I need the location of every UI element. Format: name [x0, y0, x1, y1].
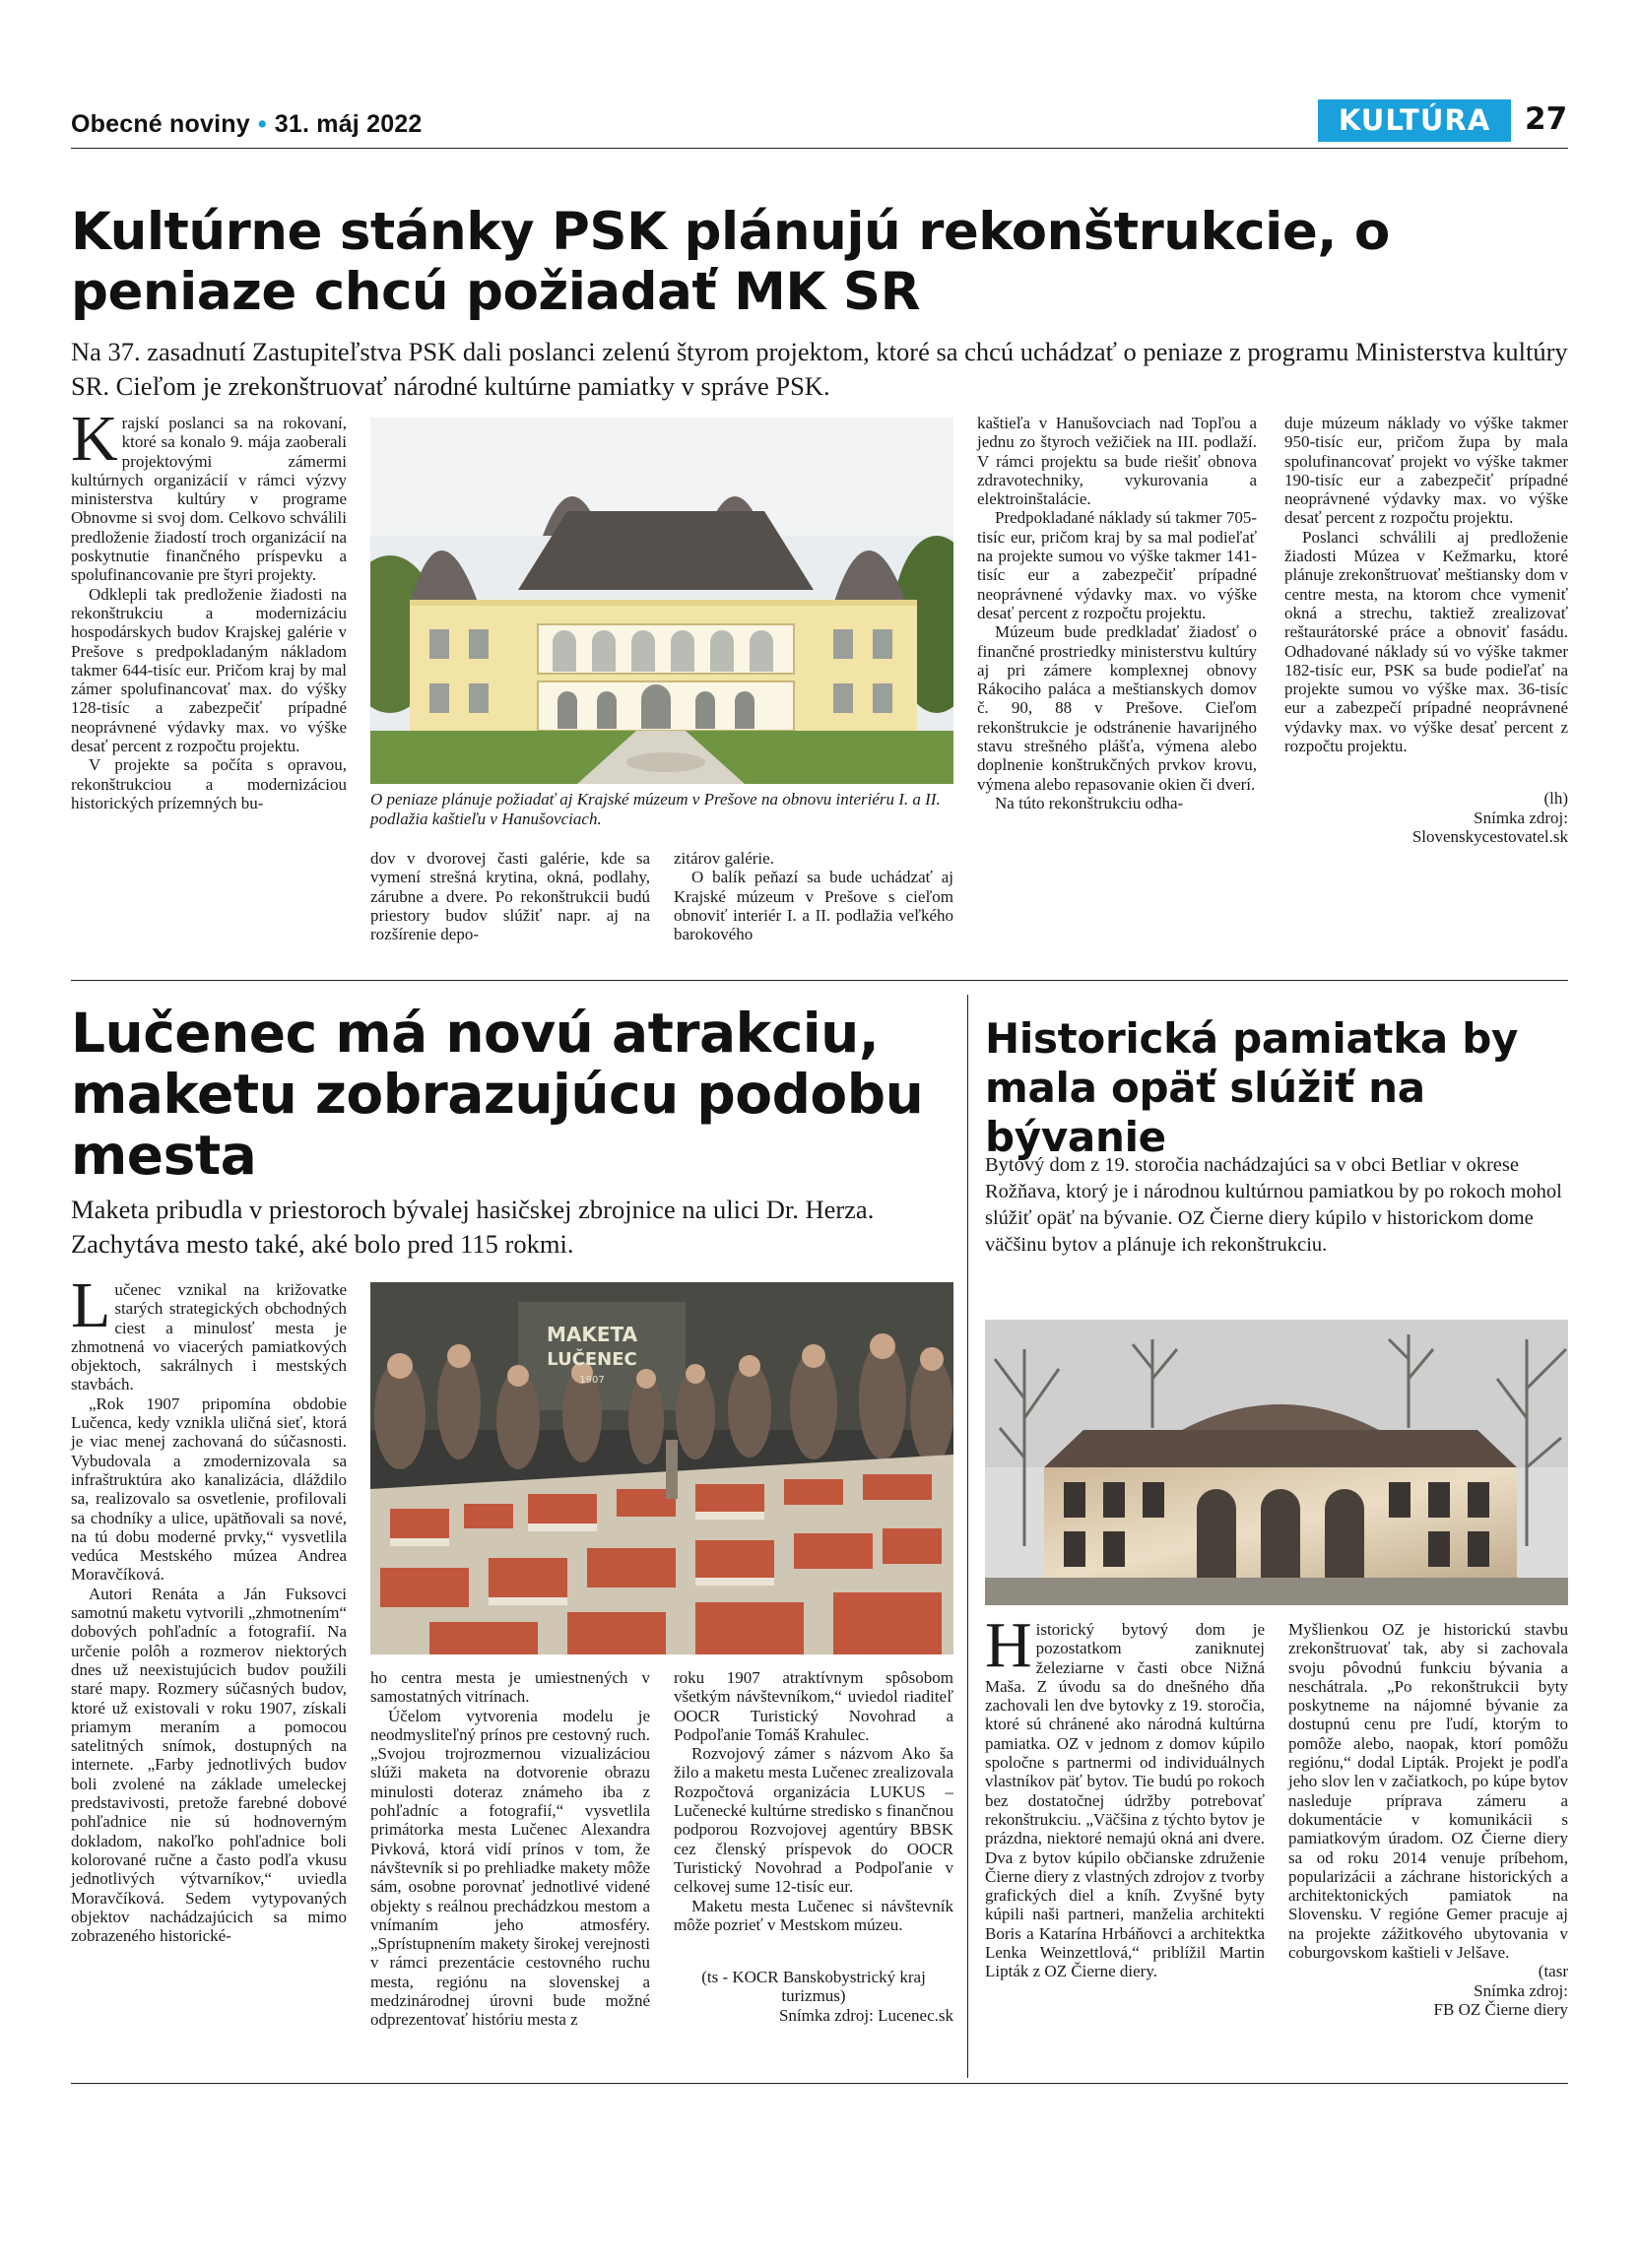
paragraph: Účelom vytvorenia modelu je neodmysliteľný prínos pre cestovný ruch. „Svojou trojrozmernou vizualizáciou slúži maketa na dotvorenie obrazu minulosti doteraz známeho iba z pohľadníc a fotografií,“ vysvetlila primátorka mesta Lučenec Alexandra Pivková, ktorá vidí prínos v tom, že návštevník si po prehliadke makety môže sám, osobne porovnať jednotlivé videné objekty s reálnou prechádzkou mestom a vnímaním jeho atmosféry. „Sprístupnením makety širokej verejnosti v rámci prezentácie cestovného ruchu mesta, regiónu na slovenskej a medzinárodnej úrovni bude možné odprezentovať históriu mesta z — [370, 1706, 650, 2030]
section-divider — [71, 980, 1568, 981]
article1-lead: Na 37. zasadnutí Zastupiteľstva PSK dali poslanci zelenú štyrom projektom, ktoré sa chcú uchádzať o peniaze z programu Ministerstva kultúry SR. Cieľom je zrekonštruovať národné kultúrne pamiatky v správe PSK. — [71, 337, 1568, 401]
paragraph: V projekte sa počíta s opravou, rekonštrukciou a modernizáciou historických prízemných bu- — [71, 755, 347, 812]
paragraph: kaštieľa v Hanušovciach nad Topľou a jednu zo štyroch vežičiek na III. podlaží. V rámci projektu sa bude riešiť obnova zdravotechniky, vykurovania a elektroinštalácie. — [977, 414, 1257, 509]
dropcap: K — [71, 403, 118, 475]
page-number: 27 — [1525, 101, 1568, 137]
sign-line-3: 1907 — [579, 1375, 605, 1386]
article1-column-5 — [1284, 414, 1568, 846]
article3-column-1 — [985, 1609, 1265, 1981]
photo-credit-label: Snímka zdroj: — [1474, 808, 1568, 827]
paragraph: Odklepli tak predloženie žiadosti na rekonštrukciu a modernizáciu hospodárskych budov Krajskej galérie v Prešove s predpokladaným nákladom takmer 644-tisíc eur. Pričom kraj by mal zámer spolufinancovať max. do výšky 128-tisíc a zabezpečiť prípadné neoprávnené výdavky max. vo výške desať percent z rozpočtu projektu. — [71, 584, 347, 756]
article3-lead: Bytový dom z 19. storočia nachádzajúci sa v obci Betliar v okrese Rožňava, ktorý je i národnou kultúrnou pamiatkou by po rokoch mohol slúžiť opäť na bývanie. OZ Čierne diery kúpilo v historickom dome väčšinu bytov a plánuje ich rekonštrukciu. — [985, 1154, 1562, 1256]
article1-column-3 — [674, 849, 953, 943]
paragraph: Myšlienkou OZ je historickú stavbu zrekonštruovať tak, aby si zachovala svoju pôvodnú funkciu bývania a neschátrala. „Po rekonštrukcii byty poskytneme na nájomné bývanie za dostupnú cenu pre ľudí, ktorým to pomôže alebo, naopak, ktorí pomôžu regiónu,“ dodal Lipták. Projekt je podľa jeho slov len v začiatkoch, po kúpe bytov nasleduje príprava zámeru a dokumentácie v komunikácii s pamiatkovým úradom. OZ Čierne diery sa od roku 2014 venuje príbehom, popularizácii a záchrane historických a architektonických pamiatok na Slovensku. V regióne Gemer pracuje aj na projekte zážitkového ubytovania v coburgovskom kaštieli v Jelšave. — [1288, 1620, 1568, 1963]
paragraph: istorický bytový dom je pozostatkom zaniknutej železiarne v časti obce Nižná Maša. Z úvodu sa do dnešného dňa zachovali len dve bytovky z 19. storočia, ktoré sú chránené ako národná kultúrna pamiatka. OZ v jednom z domov kúpilo spoločne s partnermi od individuálnych vlastníkov päť bytov. Tie budú po rokoch bez dostatočnej údržby potrebovať rekonštrukciu. „Väčšina z týchto bytov je prázdna, niektoré nemajú okná ani dvere. Dva z bytov kúpilo občianske združenie Čierne diery z vlastných zdrojov z tvorby grafických diel a kníh. Zvyšné byty kúpili naši partneri, manželia architekti Boris a Katarína Hrbáňovci a architektka Lenka Weinzettlová,“ priblížil Martin Lipták z OZ Čierne diery. — [985, 1620, 1265, 1981]
paragraph: Múzeum bude predkladať žiadosť o finančné prostriedky ministerstvu kultúry aj pri zámere komplexnej obnovy Rákociho paláca a meštianskych domov č. 90, 88 v Prešove. Cieľom rekonštrukcie je odstránenie havarijného stavu strešného plášťa, výmena alebo doplnenie konštrukčných prvkov krovu, výmena alebo repasovanie okien či dverí. — [977, 622, 1257, 794]
paragraph: rajskí poslanci sa na rokovaní, ktoré sa konalo 9. mája zaoberali projektovými zámermi kultúrnych organizácií v rámci výzvy ministerstva kultúry v programe Obnovme si svoj dom. Celkovo schválili predloženie žiadostí troch organizácií na poskytnutie finančného príspevku a spolufinancovanie pre štyri projekty. — [71, 414, 347, 585]
paragraph: Poslanci schválili aj predloženie žiadosti Múzea v Kežmarku, ktoré plánuje zrekonštruovať meštiansky dom v centre mesta, na ktorom chce vymeniť okná a strechu, taktiež zrealizovať reštaurátorské práce a obnoviť fasádu. Odhadované náklady sú vo výške takmer 182-tisíc eur, PSK sa bude podieľať na projekte sumou vo výške max. 36-tisíc eur a zabezpečí prípadné neoprávnené výdavky max. vo výške desať percent z rozpočtu projektu. — [1284, 527, 1568, 756]
article1-column-4 — [977, 414, 1257, 812]
paragraph: Predpokladané náklady sú takmer 705-tisíc eur, pričom kraj by sa mal podieľať na projekte sumou vo výške takmer 141-tisíc eur a zabezpečiť prípadné neoprávnené výdavky max. vo výške desať percent z rozpočtu projektu. — [977, 508, 1257, 622]
paragraph: Autori Renáta a Ján Fuksovci samotnú maketu vytvorili „zhmotnením“ dobových pohľadníc a fotografií. Na určenie polôh a rozmerov niektorých dnes už neexistujúcich budov použili staré mapy. Rozmery súčasných budov, ktoré už existovali v roku 1907, získali priamym meraním a pomocou satelitných snímok, dostupných na internete. „Farby jednotlivých budov boli zvolené na základe umeleckej predstavivosti, pretože farebné dobové pohľadnice nie sú hodnoverným dokladom, nakoľko pohľadnice boli kolorované ručne a často podľa vkusu jednotlivých výtvarníkov,“ uviedla Moravčíková. Sedem vytypovaných objektov nachádzajúcich sa mimo zobrazeného historické- — [71, 1584, 347, 1946]
article1-column-1 — [71, 403, 347, 812]
article2-lead: Maketa pribudla v priestoroch bývalej hasičskej zbrojnice na ulici Dr. Herza. Zachytáva mesto také, aké bolo pred 115 rokmi. — [71, 1195, 875, 1259]
model-photo — [370, 1282, 953, 1654]
dropcap: H — [985, 1609, 1032, 1681]
article1-headline: Kultúrne stánky PSK plánujú rekonštrukcie, o peniaze chcú požiadať MK SR — [71, 202, 1390, 322]
photo-credit: Snímka zdroj: Lucenec.sk — [778, 2005, 953, 2025]
model-illustration — [370, 1282, 953, 1654]
separator-dot: • — [257, 110, 267, 138]
paragraph: roku 1907 atraktívnym spôsobom všetkým návštevníkom,“ uviedol riaditeľ OOCR Turistický Novohrad a Podpoľanie Tomáš Krahulec. — [674, 1668, 953, 1744]
masthead — [71, 110, 423, 139]
section-tag: KULTÚRA — [1318, 99, 1511, 142]
author-signature: (ts - KOCR Banskobystrický kraj turizmus) — [701, 1968, 926, 2006]
article3-headline: Historická pamiatka by mala opäť slúžiť na bývanie — [985, 1014, 1519, 1161]
paragraph: O balík peňazí sa bude uchádzať aj Krajské múzeum v Prešove s cieľom obnoviť interiér I. a II. podlažia veľkého barokového — [674, 868, 953, 944]
paragraph: zitárov galérie. — [674, 849, 774, 868]
photo-credit-source: Slovenskycestovatel.sk — [1411, 826, 1568, 846]
paragraph: Rozvojový zámer s názvom Ako ša žilo a maketu mesta Lučenec zrealizovala Rozpočtová organizácia LUKUS – Lučenecké kultúrne stredisko s finančnou podporou Rozvojovej agentúry BBSK cez členský príspevok do OOCR Turistický Novohrad a Podpoľanie v celkovej sume 12-tisíc eur. — [674, 1744, 953, 1897]
paper-name: Obecné noviny — [71, 110, 250, 138]
paragraph: dov v dvorovej časti galérie, kde sa vymení strešná krytina, okná, podlahy, zárubne a dvere. Po rekonštrukcii budú priestory budov slúžiť napr. aj na rozšírenie depo- — [370, 849, 650, 944]
author-signature: (lh) — [1543, 789, 1568, 809]
dropcap: L — [71, 1269, 111, 1341]
issue-date: 31. máj 2022 — [274, 110, 423, 138]
article1-photo-caption: O peniaze plánuje požiadať aj Krajské múzeum v Prešove na obnovu interiéru I. a II. podlažia kaštieľu v Hanušovciach. — [370, 790, 941, 828]
paragraph: „Rok 1907 pripomína obdobie Lučenca, kedy vznikla uličná sieť, ktorá je viac menej zachovaná do súčasnosti. Vybudovala a zmodernizovala sa infraštruktúra ako kanalizácia, dláždilo sa, realizovalo sa osvetlenie, profilovali sa chodníky a ulice, upätňovali sa nové, na tú dobu moderné prvky,“ vysvetlila vedúca Mestského múzea Andrea Moravčíková. — [71, 1393, 347, 1585]
paragraph: ho centra mesta je umiestnených v samostatných vitrínach. — [370, 1668, 650, 1707]
paragraph: Na túto rekonštrukciu odha- — [995, 793, 1184, 812]
house-photo — [985, 1320, 1568, 1605]
paragraph: Maketu mesta Lučenec si návštevník môže pozrieť v Mestskom múzeu. — [674, 1896, 953, 1934]
footer-rule — [71, 2083, 1568, 2084]
castle-illustration — [370, 418, 953, 784]
article2-column-1 — [71, 1269, 347, 1946]
photo-credit-label: Snímka zdroj: — [1474, 1980, 1568, 2000]
article2-headline: Lučenec má novú atrakciu, maketu zobrazujúcu podobu mesta — [71, 1002, 924, 1187]
article1-column-2 — [370, 849, 650, 943]
article2-column-3 — [674, 1668, 953, 2025]
paragraph: duje múzeum náklady vo výške takmer 950-tisíc eur, pričom župa by mala spolufinancovať projekt vo výške takmer 190-tisíc eur a zabezpečiť prípadné neoprávnené výdavky max. vo výške desať percent z rozpočtu projektu. — [1284, 414, 1568, 528]
sign-line-2: LUČENEC — [547, 1349, 637, 1370]
paragraph: učenec vznikal na križovatke starých strategických obchodných ciest a minulosť mesta je zhmotnená vo viacerých pamiatkových objektoch, sakrálnych i mestských stavbách. — [71, 1280, 347, 1394]
author-signature: (tasr — [1538, 1962, 1568, 1981]
header-rule — [71, 148, 1568, 149]
article3-column-2 — [1288, 1620, 1568, 2019]
house-illustration — [985, 1320, 1568, 1605]
photo-credit-source: FB OZ Čierne diery — [1433, 1999, 1568, 2019]
sign-line-1: MAKETA — [546, 1323, 638, 1346]
column-divider — [967, 995, 968, 2078]
article2-column-2 — [370, 1668, 650, 2030]
castle-photo — [370, 418, 953, 784]
